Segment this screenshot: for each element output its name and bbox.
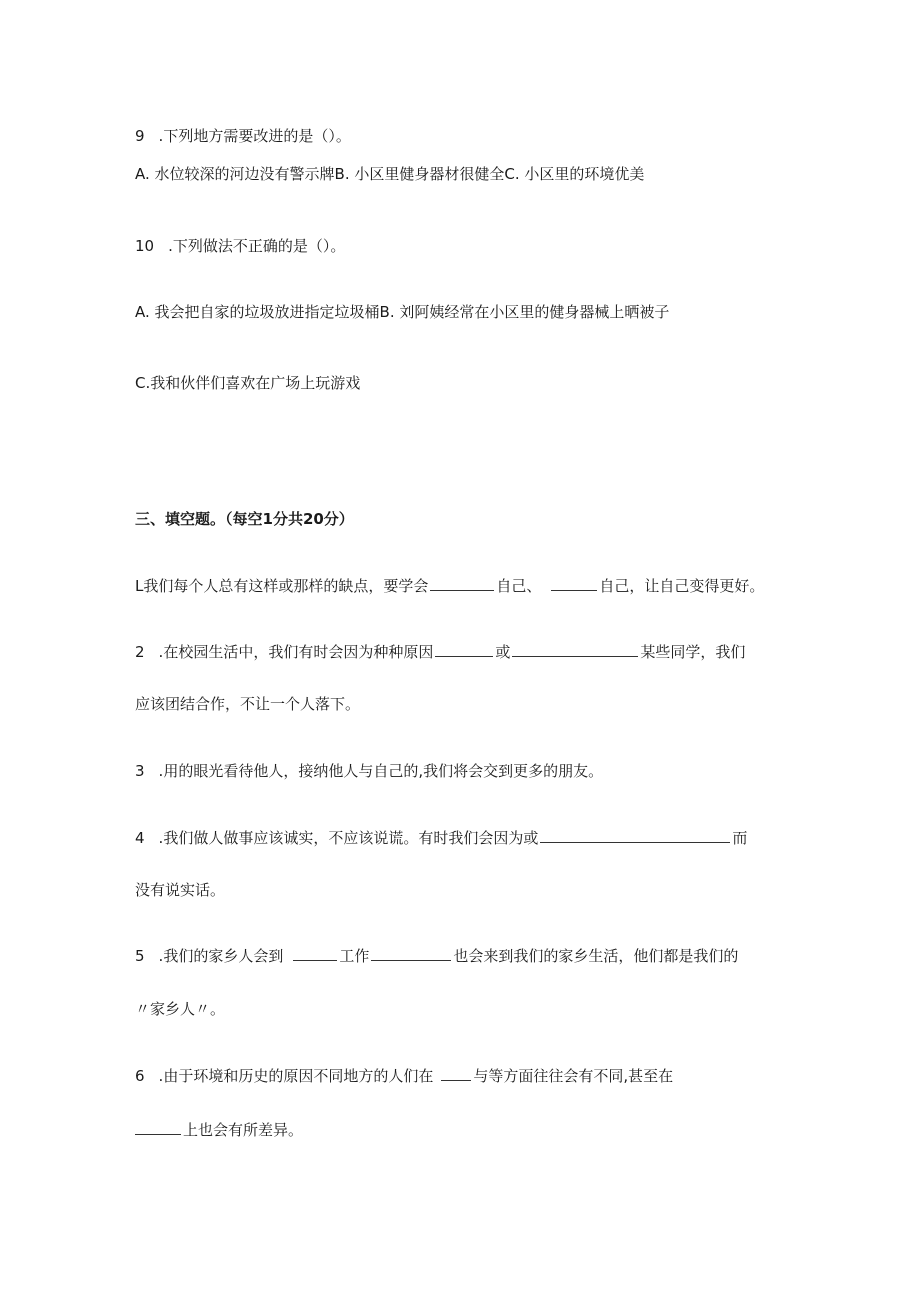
fill-text: 或: [495, 643, 511, 661]
fill-item-1: [135, 576, 764, 596]
question-number: 2: [135, 643, 145, 661]
fill-text: .我们做人做事应该诚实，不应该说谎。有时我们会因为或: [158, 829, 539, 847]
section-heading: 三、填空题。（每空1分共20分）: [135, 510, 354, 528]
answer-blank[interactable]: [371, 946, 451, 961]
question-number: 3: [135, 762, 145, 780]
question-number: 5: [135, 947, 145, 965]
fill-text: 也会来到我们的家乡生活，他们都是我们的: [453, 947, 739, 965]
answer-blank[interactable]: [441, 1066, 471, 1081]
fill-text: .在校园生活中，我们有时会因为种种原因: [158, 643, 434, 661]
answer-blank[interactable]: [551, 576, 597, 591]
question-number: 9: [135, 127, 145, 145]
question-10: [135, 236, 345, 256]
answer-blank[interactable]: [540, 828, 730, 843]
fill-item-3: [135, 761, 603, 781]
fill-text: 自己，让自己变得更好。: [599, 577, 765, 595]
fill-text: 与等方面往往会有不同,甚至在: [473, 1067, 674, 1085]
question-10-options-ab: A. 我会把自家的垃圾放进指定垃圾桶B. 刘阿姨经常在小区里的健身器械上晒被子: [135, 303, 670, 321]
fill-text: 工作: [339, 947, 370, 965]
fill-item-6-line2: [135, 1120, 303, 1140]
fill-item-2-line2: 应该团结合作，不让一个人落下。: [135, 695, 361, 713]
fill-item-5: [135, 946, 738, 966]
fill-text: .用的眼光看待他人，接纳他人与自己的,我们将会交到更多的朋友。: [158, 762, 604, 780]
fill-text: 某些同学，我们: [640, 643, 746, 661]
question-text: .下列地方需要改进的是（）。: [158, 127, 351, 145]
fill-text: .我们的家乡人会到: [158, 947, 284, 965]
answer-blank[interactable]: [512, 642, 638, 657]
question-9-options: A. 水位较深的河边没有警示牌B. 小区里健身器材很健全C. 小区里的环境优美: [135, 165, 645, 183]
question-10-option-c: C.我和伙伴们喜欢在广场上玩游戏: [135, 374, 361, 392]
fill-item-5-line2: 〃家乡人〃。: [135, 1000, 226, 1018]
answer-blank[interactable]: [435, 642, 493, 657]
question-number: 10: [135, 237, 155, 255]
fill-text: L我们每个人总有这样或那样的缺点，要学会: [135, 577, 429, 595]
fill-text: 上也会有所差异。: [183, 1121, 304, 1139]
question-text: .下列做法不正确的是（）。: [168, 237, 346, 255]
fill-item-4-line2: 没有说实话。: [135, 881, 226, 899]
fill-item-2: [135, 642, 745, 662]
fill-item-6: [135, 1066, 673, 1086]
fill-text: 自己、: [496, 577, 542, 595]
fill-item-4: [135, 828, 747, 848]
question-number: 6: [135, 1067, 145, 1085]
answer-blank[interactable]: [293, 946, 337, 961]
fill-text: .由于环境和历史的原因不同地方的人们在: [158, 1067, 434, 1085]
question-9: [135, 126, 351, 146]
answer-blank[interactable]: [430, 576, 494, 591]
fill-text: 而: [732, 829, 748, 847]
question-number: 4: [135, 829, 145, 847]
answer-blank[interactable]: [135, 1120, 181, 1135]
